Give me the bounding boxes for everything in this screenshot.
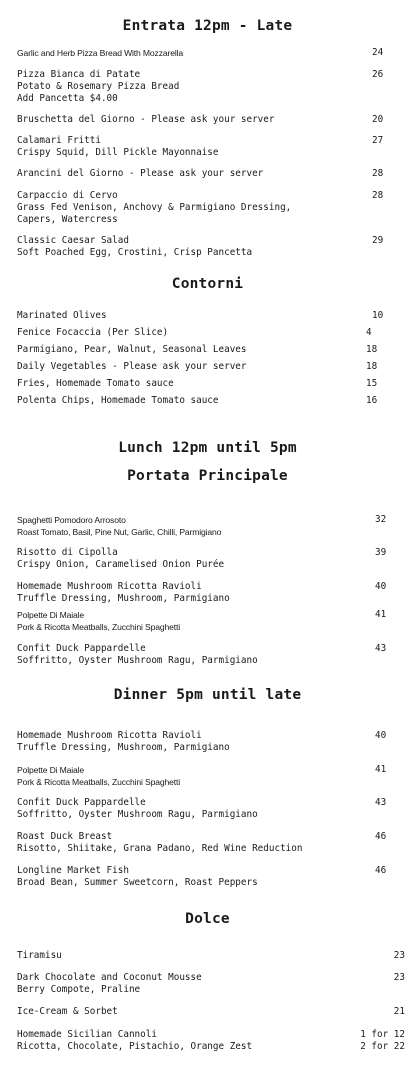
item-name: Calamari Fritti (17, 135, 101, 146)
item-name: Roast Duck Breast (17, 831, 113, 842)
section-title-lunch: Lunch 12pm until 5pm (118, 440, 297, 456)
menu-item (17, 378, 402, 390)
item-description: Truffle Dressing, Mushroom, Parmigiano (17, 742, 230, 753)
section-title-contorni: Contorni (171, 276, 244, 292)
item-name: Parmigiano, Pear, Walnut, Seasonal Leaves (17, 344, 247, 355)
item-description: Pork & Ricotta Meatballs, Zucchini Spaghetti (17, 777, 180, 787)
menu-item (17, 361, 402, 373)
item-price: 46 (375, 831, 387, 842)
menu-item (17, 168, 402, 180)
menu-item (17, 797, 402, 821)
item-price: 15 (366, 378, 378, 389)
item-name: Polenta Chips, Homemade Tomato sauce (17, 395, 219, 406)
item-name: Polpette Di Maiale (17, 610, 85, 620)
menu-item (17, 395, 402, 407)
item-price: 18 (366, 344, 378, 355)
item-name: Confit Duck Pappardelle (17, 643, 146, 654)
menu-item (17, 581, 402, 605)
item-name: Classic Caesar Salad (17, 235, 129, 246)
section-title-dolce: Dolce (185, 911, 230, 927)
menu-item (17, 310, 402, 322)
menu-item (17, 1029, 405, 1053)
menu-item (17, 344, 402, 356)
menu-item (17, 764, 402, 788)
item-name: Spaghetti Pomodoro Arrosoto (17, 515, 126, 525)
item-name: Garlic and Herb Pizza Bread With Mozzarella (17, 48, 183, 58)
item-price: 23 (393, 972, 405, 983)
item-description: Potato & Rosemary Pizza Bread (17, 81, 180, 92)
item-price: 46 (375, 865, 387, 876)
item-description: Pork & Ricotta Meatballs, Zucchini Spaghetti (17, 622, 180, 632)
item-description: Risotto, Shiitake, Grana Padano, Red Wine Reduction (17, 843, 303, 854)
item-price: 41 (375, 764, 387, 775)
item-description: Roast Tomato, Basil, Pine Nut, Garlic, Chilli, Parmigiano (17, 527, 222, 537)
item-description: Capers, Watercress (17, 214, 118, 225)
item-price: 24 (372, 47, 384, 58)
item-price: 40 (375, 581, 387, 592)
menu-item (17, 69, 402, 105)
item-price: 10 (372, 310, 384, 321)
item-price: 27 (372, 135, 384, 146)
item-price: 40 (375, 730, 387, 741)
item-price: 28 (372, 168, 384, 179)
item-name: Homemade Mushroom Ricotta Ravioli (17, 581, 202, 592)
menu-item (17, 190, 402, 226)
item-description: Grass Fed Venison, Anchovy & Parmigiano Dressing, (17, 202, 292, 213)
menu-item (17, 972, 405, 996)
menu-item (17, 114, 402, 126)
item-price: 39 (375, 547, 387, 558)
item-name: Bruschetta del Giorno - Please ask your server (17, 114, 275, 125)
item-name: Risotto di Cipolla (17, 547, 118, 558)
item-name: Homemade Mushroom Ricotta Ravioli (17, 730, 202, 741)
menu-item (17, 135, 402, 159)
item-description: Berry Compote, Praline (17, 984, 141, 995)
item-addon: Add Pancetta $4.00 (17, 93, 118, 104)
section-subtitle-portata: Portata Principale (127, 468, 288, 484)
item-description: Ricotta, Chocolate, Pistachio, Orange Zest (17, 1041, 253, 1052)
item-price: 32 (375, 514, 387, 525)
menu-item (17, 327, 402, 339)
item-price: 20 (372, 114, 384, 125)
item-price: 43 (375, 643, 387, 654)
item-description: Crispy Onion, Caramelised Onion Purée (17, 559, 225, 570)
item-price: 28 (372, 190, 384, 201)
item-name: Arancini del Giorno - Please ask your server (17, 168, 264, 179)
item-price: 18 (366, 361, 378, 372)
item-name: Polpette Di Maiale (17, 765, 85, 775)
menu-item (17, 514, 402, 538)
item-name: Longline Market Fish (17, 865, 129, 876)
menu-item (17, 547, 402, 571)
item-name: Pizza Bianca di Patate (17, 69, 141, 80)
item-description: Broad Bean, Summer Sweetcorn, Roast Peppers (17, 877, 258, 888)
item-description: Crispy Squid, Dill Pickle Mayonnaise (17, 147, 219, 158)
menu-item (17, 865, 402, 889)
item-description: Truffle Dressing, Mushroom, Parmigiano (17, 593, 230, 604)
item-description: Soffritto, Oyster Mushroom Ragu, Parmigiano (17, 809, 258, 820)
menu-item (17, 950, 405, 962)
item-price: 43 (375, 797, 387, 808)
item-price: 4 (366, 327, 372, 338)
item-description: Soft Poached Egg, Crostini, Crisp Pancetta (17, 247, 253, 258)
item-name: Fries, Homemade Tomato sauce (17, 378, 174, 389)
section-title-dinner: Dinner 5pm until late (113, 687, 302, 703)
item-name: Fenice Focaccia (Per Slice) (17, 327, 169, 338)
menu-item (17, 730, 402, 754)
menu-item (17, 47, 402, 59)
item-name: Confit Duck Pappardelle (17, 797, 146, 808)
item-name: Homemade Sicilian Cannoli (17, 1029, 157, 1040)
section-title-entrata: Entrata 12pm - Late (122, 18, 293, 34)
item-name: Dark Chocolate and Coconut Mousse (17, 972, 202, 983)
item-price-single: 1 for 12 (360, 1029, 405, 1040)
item-name: Tiramisu (17, 950, 62, 961)
menu-item (17, 609, 402, 633)
item-name: Carpaccio di Cervo (17, 190, 118, 201)
item-price: 26 (372, 69, 384, 80)
item-price: 21 (393, 1006, 405, 1017)
item-name: Marinated Olives (17, 310, 107, 321)
item-name: Ice-Cream & Sorbet (17, 1006, 118, 1017)
menu-item (17, 831, 402, 855)
menu-item (17, 1006, 405, 1018)
item-name: Daily Vegetables - Please ask your server (17, 361, 247, 372)
item-price: 29 (372, 235, 384, 246)
item-price: 23 (393, 950, 405, 961)
menu-item (17, 235, 402, 259)
item-price: 41 (375, 609, 387, 620)
menu-item (17, 643, 402, 667)
item-price-double: 2 for 22 (360, 1041, 405, 1052)
item-description: Soffritto, Oyster Mushroom Ragu, Parmigiano (17, 655, 258, 666)
item-price: 16 (366, 395, 378, 406)
